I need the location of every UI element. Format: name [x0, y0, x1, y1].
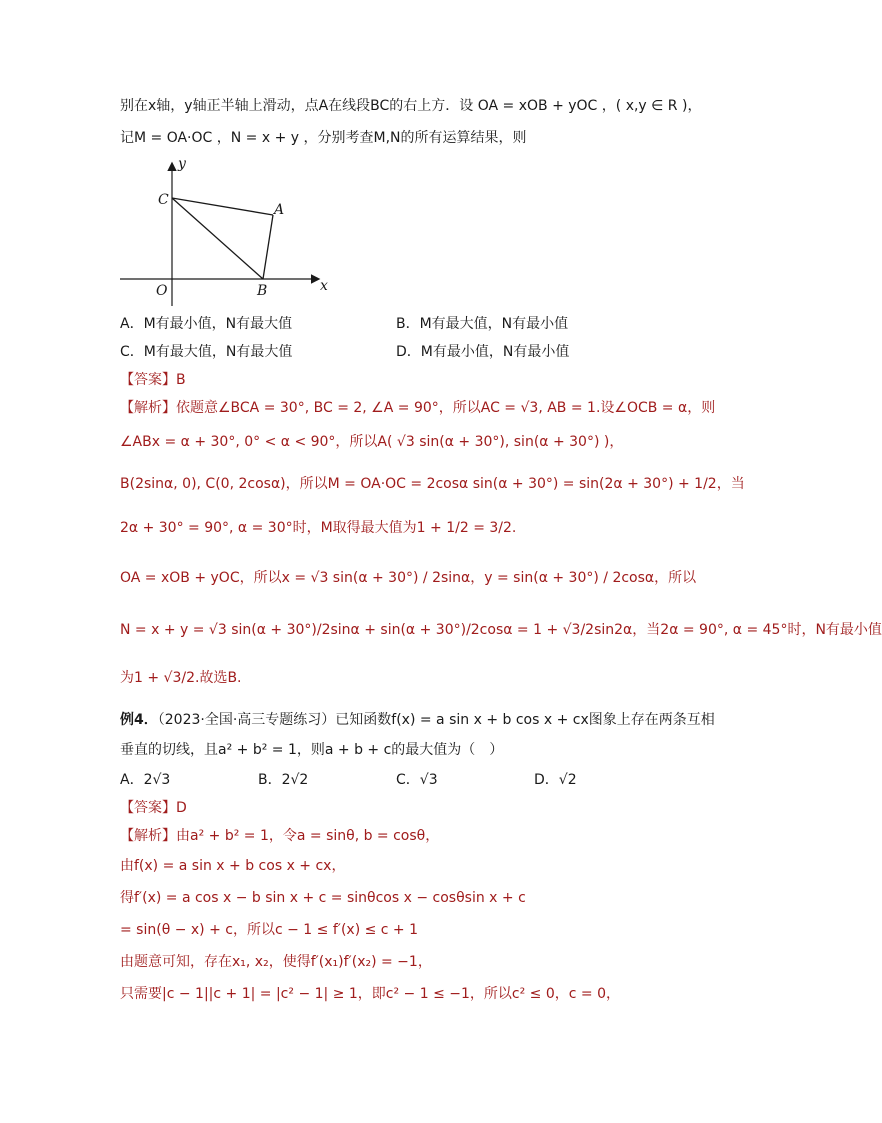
q4-option-b: B．2√2 — [258, 772, 309, 788]
label-C: C — [158, 192, 169, 208]
q3-option-a: A．M有最小值，N有最大值 — [120, 316, 293, 332]
q4-analysis-line1 — [120, 826, 439, 846]
q3-option-d: D．M有最小值，N有最小值 — [396, 344, 570, 360]
q4-stem-line1 — [120, 710, 715, 730]
q3-answer: B — [176, 372, 186, 388]
q3-analysis-line7: 为1 + √3/2.故选B. — [120, 670, 242, 686]
q4-analysis-line6: 只需要|c − 1||c + 1| = |c² − 1| ≥ 1，即c² − 1 ≤ −1，所以c² ≤ 0，c = 0， — [120, 986, 620, 1002]
q4-option-d: D．√2 — [534, 772, 577, 788]
q4-stem-line2: 垂直的切线，且a² + b² = 1，则a + b + c的最大值为（ ） — [120, 742, 504, 758]
q3-stem-line2: 记M = OA·OC ，N = x + y ，分别考查M,N的所有运算结果，则 — [120, 130, 527, 146]
q4-analysis-tag: 【解析】 — [120, 828, 176, 844]
q3-analysis-line6: N = x + y = √3 sin(α + 30°)/2sinα + sin(α + 30°)/2cosα = 1 + √3/2sin2α，当2α = 90°, α = 45°时，N有最小值 — [120, 622, 882, 638]
label-B: B — [257, 283, 268, 299]
q4-analysis-line4: = sin(θ − x) + c，所以c − 1 ≤ f′(x) ≤ c + 1 — [120, 922, 419, 938]
q4-option-c: C．√3 — [396, 772, 438, 788]
q3-analysis-text1: 依题意∠BCA = 30°, BC = 2, ∠A = 90°，所以AC = √3, AB = 1.设∠OCB = α，则 — [176, 400, 716, 416]
q4-answer-tag: 【答案】 — [120, 800, 176, 816]
q3-stem-line1: 别在x轴，y轴正半轴上滑动，点A在线段BC的右上方．设 OA = xOB + yOC ，( x,y ∈ R )， — [120, 98, 702, 114]
q3-answer-line — [120, 370, 186, 390]
q3-analysis-line5: OA = xOB + yOC，所以x = √3 sin(α + 30°) / 2sinα，y = sin(α + 30°) / 2cosα，所以 — [120, 570, 697, 586]
segment-CA — [172, 198, 273, 215]
q4-option-a: A．2√3 — [120, 772, 171, 788]
q3-answer-tag: 【答案】 — [120, 372, 176, 388]
label-y: y — [178, 156, 186, 172]
segment-CB — [172, 198, 263, 279]
q4-label: 例4． — [120, 712, 158, 728]
q4-answer-line — [120, 798, 187, 818]
q4-stem-text1: 已知函数f(x) = a sin x + b cos x + cx图象上存在两条互相 — [335, 712, 715, 728]
q3-analysis-line4: 2α + 30° = 90°, α = 30°时，M取得最大值为1 + 1/2 = 3/2. — [120, 520, 517, 536]
q4-answer: D — [176, 800, 187, 816]
label-x: x — [320, 278, 328, 294]
q3-option-c: C．M有最大值，N有最大值 — [120, 344, 293, 360]
q4-analysis-line3: 得f′(x) = a cos x − b sin x + c = sinθcos x − cosθsin x + c — [120, 890, 526, 906]
q3-analysis-line2: ∠ABx = α + 30°, 0° < α < 90°，所以A( √3 sin(α + 30°), sin(α + 30°) )， — [120, 434, 624, 450]
q3-analysis-line3: B(2sinα, 0), C(0, 2cosα)，所以M = OA·OC = 2cosα sin(α + 30°) = sin(2α + 30°) + 1/2，当 — [120, 476, 745, 492]
label-O: O — [156, 283, 168, 299]
q3-figure — [118, 150, 338, 310]
q4-analysis-line2: 由f(x) = a sin x + b cos x + cx， — [120, 858, 346, 874]
q4-analysis-line5: 由题意可知，存在x₁, x₂，使得f′(x₁)f′(x₂) = −1， — [120, 954, 432, 970]
label-A: A — [274, 202, 285, 218]
q4-analysis-text1: 由a² + b² = 1，令a = sinθ, b = cosθ， — [176, 828, 440, 844]
segment-AB — [263, 215, 273, 279]
q3-option-b: B．M有最大值，N有最小值 — [396, 316, 569, 332]
q3-analysis-tag: 【解析】 — [120, 400, 176, 416]
q4-source: （2023·全国·高三专题练习） — [157, 712, 336, 728]
q3-analysis-line1 — [120, 398, 715, 418]
